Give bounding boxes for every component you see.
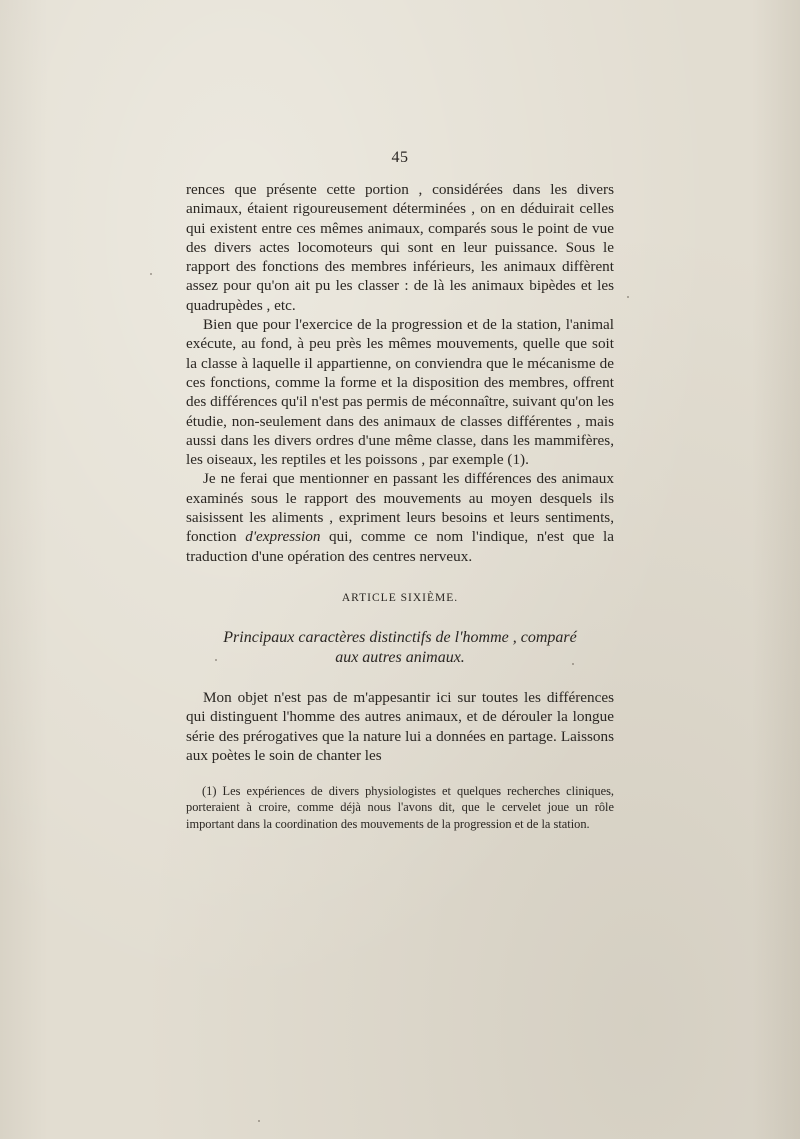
- paragraph-3-text-after: qui, comme ce nom l'indique, n'est que la traduction d'une opération des centres nerveux.: [186, 528, 614, 565]
- paragraph-4: Mon objet n'est pas de m'appesantir ici sur toutes les différences qui distinguent l'homme des autres animaux, et de dérouler la longue série des prérogatives que la nature lui a données en partage. Laissons aux poètes le soin de chanter les: [186, 689, 614, 764]
- paper-speck: [258, 1120, 260, 1122]
- paragraph-2: Bien que pour l'exercice de la progression et de la station, l'animal exécute, au fond, à peu près les mêmes mouvements, quelle que soit la classe à laquelle il appartienne, on conviendra que le mécanisme de ces fonctions, comme la forme et la disposition des membres, offrent des différences qu'il n'est pas permis de méconnaître, suivant qu'on les étudie, non-seulement dans des animaux de classes différentes , mais aussi dans les divers ordres d'une même classe, dans les mammifères, les oiseaux, les reptiles et les poissons , par exemple (1).: [186, 316, 614, 469]
- section-title-line-2: aux autres animaux.: [335, 649, 465, 666]
- paper-speck: [627, 296, 629, 298]
- paragraph-3-emphasis: d'expression: [245, 528, 321, 546]
- section-title: [186, 628, 614, 668]
- paragraph-3-text-before: Je ne ferai que mentionner en passant les différences des animaux examinés sous le rapport des mouvements au moyen desquels ils saisissent les aliments , expriment leurs besoins et leurs sentiments, fonction: [186, 470, 614, 546]
- footnote: (1) Les expériences de divers physiologistes et quelques recherches cliniques, porteraient à croire, comme déjà nous l'avons dit, que le cervelet joue un rôle important dans la coordination des mouvements de la progression et de la station.: [186, 784, 614, 831]
- paper-speck: [215, 659, 217, 661]
- paper-speck: [150, 273, 152, 275]
- article-heading: ARTICLE SIXIÈME.: [341, 592, 459, 604]
- paper-speck: [572, 663, 574, 665]
- section-title-line-1: Principaux caractères distinctifs de l'homme , comparé: [223, 629, 577, 646]
- text-block-upper: [186, 180, 614, 566]
- page-number: 45: [391, 149, 409, 166]
- paragraph-1: rences que présente cette portion , considérées dans les divers animaux, étaient rigoureusement déterminées , on en déduirait celles qui existent entre ces mêmes animaux, comparés sous le point de vue des divers actes locomoteurs qui sont en leur puissance. Sous le rapport des fonctions des membres inférieurs, les animaux diffèrent assez pour qu'on ait pu les classer : de là les animaux bipèdes et les quadrupèdes , etc.: [186, 181, 614, 314]
- text-block-lower: [186, 688, 614, 765]
- paragraph-3: [186, 469, 614, 565]
